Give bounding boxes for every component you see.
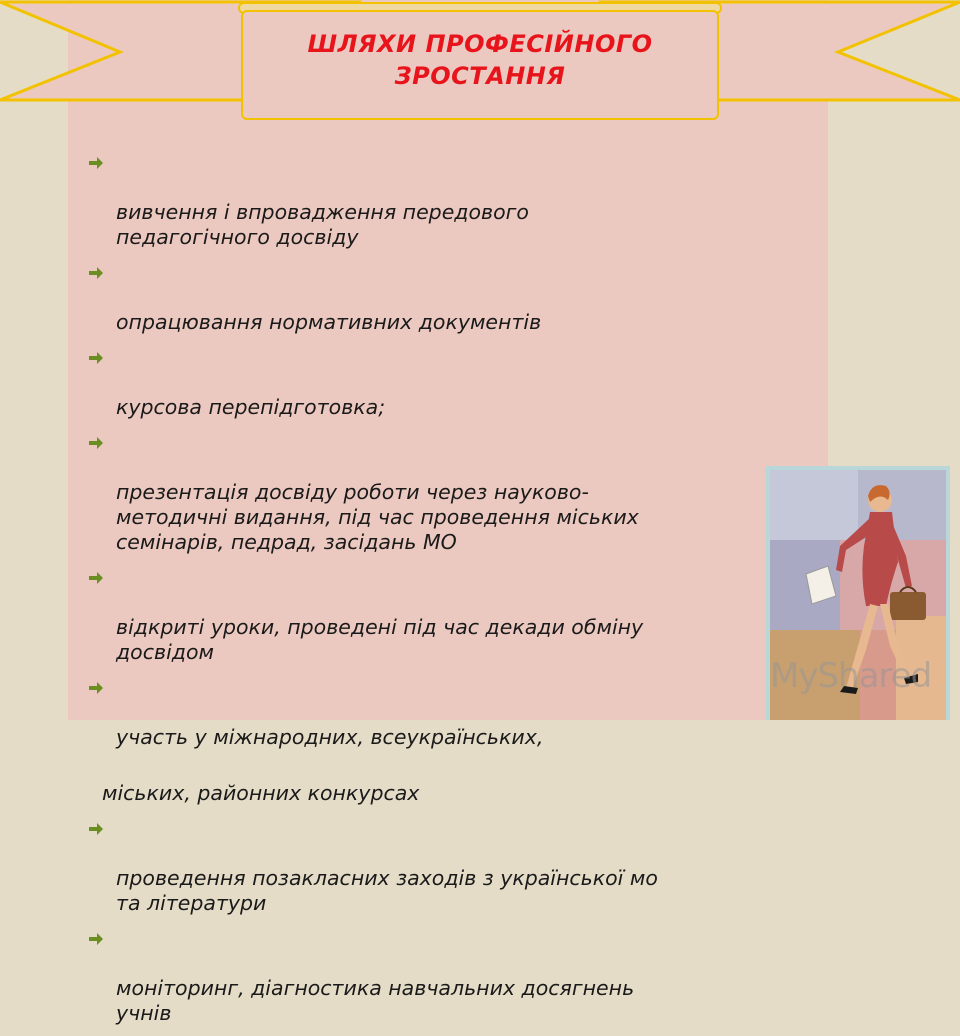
right-arrow-bullet-icon [88,156,104,170]
list-item-text: відкриті уроки, проведені під час декади обміну досвідом [116,615,644,664]
right-arrow-bullet-icon [88,436,104,450]
list-item-text: вивчення і впровадження передового педагогічного досвіду [116,200,529,249]
bullet-list [88,150,788,1036]
list-item [88,345,788,420]
right-arrow-bullet-icon [88,822,104,836]
title-banner [241,10,719,120]
list-item [88,675,788,750]
right-arrow-bullet-icon [88,571,104,585]
list-item-text: міських, районних конкурсах [102,781,420,805]
list-item [88,926,788,1026]
right-arrow-bullet-icon [88,351,104,365]
list-item-text: проведення позакласних заходів з української мо та літератури [116,866,658,915]
list-item-text: участь у міжнародних, всеукраїнських, [116,725,544,749]
right-arrow-bullet-icon [88,932,104,946]
list-item-text: презентація досвіду роботи через науково- методичні видання, під час проведення міських семінарів, педрад, засідань МО [116,480,639,554]
myshared-logo: MyShared [770,656,932,696]
slide-title: ШЛЯХИ ПРОФЕСІЙНОГО ЗРОСТАННЯ [307,30,653,90]
list-item [88,816,788,916]
list-item [88,430,788,555]
list-item-text: курсова перепідготовка; [116,395,386,419]
list-item-text: опрацювання нормативних документів [116,310,542,334]
list-item-continuation [88,756,788,806]
list-item [88,565,788,665]
list-item-text: моніторинг, діагностика навчальних досягнень учнів [116,976,635,1025]
list-item [88,260,788,335]
right-arrow-bullet-icon [88,266,104,280]
right-arrow-bullet-icon [88,681,104,695]
list-item [88,150,788,250]
